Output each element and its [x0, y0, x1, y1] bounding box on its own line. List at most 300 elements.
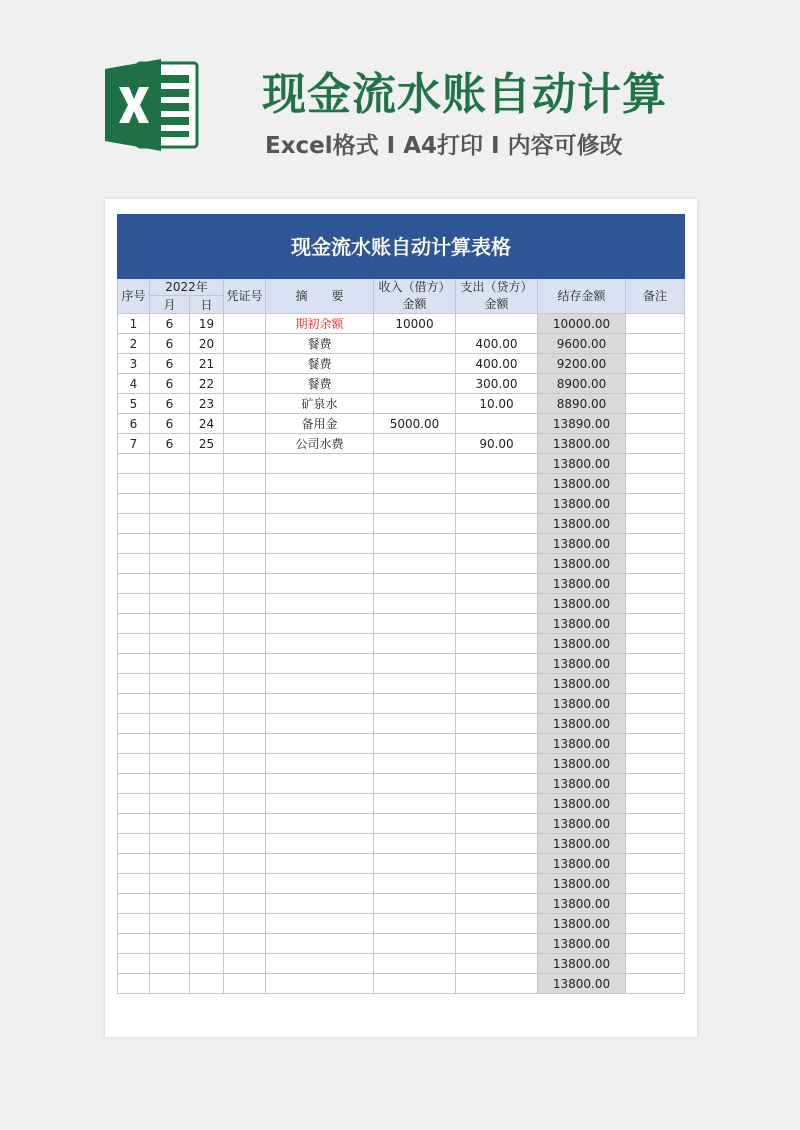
cell-day[interactable] [190, 454, 224, 474]
cell-summary[interactable] [266, 574, 374, 594]
cell-remark[interactable] [626, 894, 685, 914]
cell-seq[interactable] [118, 674, 150, 694]
cell-balance[interactable]: 13800.00 [538, 694, 626, 714]
cell-expense[interactable] [456, 614, 538, 634]
cell-summary[interactable] [266, 614, 374, 634]
cell-remark[interactable] [626, 334, 685, 354]
cell-balance[interactable]: 13800.00 [538, 454, 626, 474]
cell-month[interactable] [150, 854, 190, 874]
cell-summary[interactable]: 餐费 [266, 374, 374, 394]
cell-voucher[interactable] [224, 354, 266, 374]
cell-voucher[interactable] [224, 594, 266, 614]
cell-seq[interactable] [118, 694, 150, 714]
cell-voucher[interactable] [224, 334, 266, 354]
cell-seq[interactable]: 5 [118, 394, 150, 414]
cell-remark[interactable] [626, 814, 685, 834]
cell-day[interactable] [190, 894, 224, 914]
cell-balance[interactable]: 13800.00 [538, 714, 626, 734]
cell-expense[interactable] [456, 454, 538, 474]
cell-balance[interactable]: 8900.00 [538, 374, 626, 394]
cell-day[interactable]: 22 [190, 374, 224, 394]
cell-day[interactable] [190, 834, 224, 854]
cell-remark[interactable] [626, 534, 685, 554]
cell-seq[interactable]: 7 [118, 434, 150, 454]
cell-day[interactable] [190, 814, 224, 834]
cell-expense[interactable] [456, 874, 538, 894]
cell-seq[interactable] [118, 534, 150, 554]
cell-expense[interactable] [456, 414, 538, 434]
cell-voucher[interactable] [224, 834, 266, 854]
cell-income[interactable] [374, 734, 456, 754]
cell-income[interactable] [374, 974, 456, 994]
cell-seq[interactable] [118, 854, 150, 874]
cell-voucher[interactable] [224, 394, 266, 414]
cell-expense[interactable]: 90.00 [456, 434, 538, 454]
cell-income[interactable] [374, 914, 456, 934]
cell-balance[interactable]: 13800.00 [538, 934, 626, 954]
cell-expense[interactable] [456, 494, 538, 514]
cell-month[interactable]: 6 [150, 414, 190, 434]
cell-summary[interactable] [266, 694, 374, 714]
cell-balance[interactable]: 13800.00 [538, 814, 626, 834]
cell-expense[interactable] [456, 314, 538, 334]
cell-income[interactable] [374, 494, 456, 514]
cell-voucher[interactable] [224, 714, 266, 734]
cell-remark[interactable] [626, 634, 685, 654]
cell-day[interactable]: 21 [190, 354, 224, 374]
cell-balance[interactable]: 13800.00 [538, 874, 626, 894]
cell-month[interactable] [150, 654, 190, 674]
cell-voucher[interactable] [224, 374, 266, 394]
cell-month[interactable] [150, 874, 190, 894]
cell-expense[interactable]: 300.00 [456, 374, 538, 394]
cell-remark[interactable] [626, 474, 685, 494]
cell-month[interactable] [150, 454, 190, 474]
cell-income[interactable] [374, 534, 456, 554]
cell-income[interactable] [374, 514, 456, 534]
cell-summary[interactable] [266, 814, 374, 834]
cell-voucher[interactable] [224, 654, 266, 674]
cell-expense[interactable] [456, 814, 538, 834]
cell-remark[interactable] [626, 674, 685, 694]
cell-remark[interactable] [626, 754, 685, 774]
cell-expense[interactable] [456, 634, 538, 654]
cell-voucher[interactable] [224, 774, 266, 794]
cell-voucher[interactable] [224, 914, 266, 934]
cell-remark[interactable] [626, 954, 685, 974]
cell-day[interactable] [190, 634, 224, 654]
cell-day[interactable] [190, 474, 224, 494]
cell-summary[interactable] [266, 754, 374, 774]
cell-expense[interactable]: 400.00 [456, 354, 538, 374]
cell-month[interactable] [150, 914, 190, 934]
cell-summary[interactable] [266, 954, 374, 974]
cell-voucher[interactable] [224, 974, 266, 994]
cell-summary[interactable] [266, 634, 374, 654]
cell-voucher[interactable] [224, 794, 266, 814]
cell-remark[interactable] [626, 374, 685, 394]
cell-remark[interactable] [626, 694, 685, 714]
cell-expense[interactable] [456, 774, 538, 794]
cell-day[interactable] [190, 734, 224, 754]
cell-balance[interactable]: 13800.00 [538, 954, 626, 974]
cell-voucher[interactable] [224, 494, 266, 514]
cell-summary[interactable] [266, 894, 374, 914]
cell-balance[interactable]: 13800.00 [538, 554, 626, 574]
cell-income[interactable] [374, 894, 456, 914]
cell-month[interactable] [150, 734, 190, 754]
cell-expense[interactable] [456, 754, 538, 774]
cell-income[interactable] [374, 394, 456, 414]
cell-remark[interactable] [626, 554, 685, 574]
cell-income[interactable]: 5000.00 [374, 414, 456, 434]
cell-month[interactable] [150, 474, 190, 494]
cell-balance[interactable]: 13800.00 [538, 674, 626, 694]
cell-balance[interactable]: 9600.00 [538, 334, 626, 354]
cell-summary[interactable] [266, 734, 374, 754]
cell-remark[interactable] [626, 834, 685, 854]
cell-balance[interactable]: 13800.00 [538, 854, 626, 874]
cell-seq[interactable]: 6 [118, 414, 150, 434]
cell-income[interactable] [374, 814, 456, 834]
cell-remark[interactable] [626, 314, 685, 334]
cell-month[interactable]: 6 [150, 434, 190, 454]
cell-income[interactable] [374, 674, 456, 694]
cell-seq[interactable] [118, 714, 150, 734]
cell-income[interactable] [374, 594, 456, 614]
cell-income[interactable] [374, 614, 456, 634]
cell-summary[interactable] [266, 834, 374, 854]
cell-income[interactable] [374, 794, 456, 814]
cell-day[interactable] [190, 974, 224, 994]
cell-income[interactable] [374, 634, 456, 654]
cell-seq[interactable] [118, 574, 150, 594]
cell-expense[interactable] [456, 674, 538, 694]
cell-seq[interactable]: 1 [118, 314, 150, 334]
cell-expense[interactable] [456, 694, 538, 714]
cell-seq[interactable] [118, 554, 150, 574]
cell-month[interactable] [150, 814, 190, 834]
cell-seq[interactable] [118, 874, 150, 894]
cell-seq[interactable] [118, 774, 150, 794]
cell-balance[interactable]: 13800.00 [538, 834, 626, 854]
cell-seq[interactable] [118, 834, 150, 854]
cell-month[interactable]: 6 [150, 314, 190, 334]
cell-remark[interactable] [626, 874, 685, 894]
cell-remark[interactable] [626, 914, 685, 934]
cell-seq[interactable] [118, 614, 150, 634]
cell-summary[interactable] [266, 674, 374, 694]
cell-expense[interactable] [456, 534, 538, 554]
cell-expense[interactable] [456, 974, 538, 994]
cell-balance[interactable]: 13800.00 [538, 774, 626, 794]
cell-day[interactable] [190, 934, 224, 954]
cell-seq[interactable]: 4 [118, 374, 150, 394]
cell-month[interactable] [150, 674, 190, 694]
cell-remark[interactable] [626, 774, 685, 794]
cell-month[interactable]: 6 [150, 354, 190, 374]
cell-remark[interactable] [626, 594, 685, 614]
cell-summary[interactable] [266, 714, 374, 734]
cell-day[interactable] [190, 954, 224, 974]
cell-day[interactable] [190, 614, 224, 634]
cell-voucher[interactable] [224, 854, 266, 874]
cell-voucher[interactable] [224, 874, 266, 894]
cell-month[interactable]: 6 [150, 334, 190, 354]
cell-balance[interactable]: 13890.00 [538, 414, 626, 434]
cell-month[interactable] [150, 554, 190, 574]
cell-summary[interactable]: 餐费 [266, 354, 374, 374]
cell-income[interactable] [374, 934, 456, 954]
cell-seq[interactable]: 3 [118, 354, 150, 374]
cell-balance[interactable]: 13800.00 [538, 434, 626, 454]
cell-expense[interactable] [456, 574, 538, 594]
cell-voucher[interactable] [224, 434, 266, 454]
cell-seq[interactable] [118, 514, 150, 534]
cell-balance[interactable]: 8890.00 [538, 394, 626, 414]
cell-voucher[interactable] [224, 574, 266, 594]
cell-day[interactable] [190, 674, 224, 694]
cell-balance[interactable]: 13800.00 [538, 894, 626, 914]
cell-voucher[interactable] [224, 534, 266, 554]
cell-seq[interactable] [118, 974, 150, 994]
cell-balance[interactable]: 13800.00 [538, 534, 626, 554]
cell-month[interactable] [150, 494, 190, 514]
cell-summary[interactable]: 餐费 [266, 334, 374, 354]
cell-month[interactable] [150, 954, 190, 974]
cell-income[interactable] [374, 354, 456, 374]
cell-income[interactable] [374, 554, 456, 574]
cell-balance[interactable]: 13800.00 [538, 734, 626, 754]
cell-day[interactable] [190, 854, 224, 874]
cell-summary[interactable] [266, 774, 374, 794]
cell-month[interactable] [150, 894, 190, 914]
cell-remark[interactable] [626, 974, 685, 994]
cell-income[interactable] [374, 694, 456, 714]
cell-expense[interactable] [456, 554, 538, 574]
cell-balance[interactable]: 13800.00 [538, 794, 626, 814]
cell-remark[interactable] [626, 414, 685, 434]
cell-income[interactable]: 10000 [374, 314, 456, 334]
cell-summary[interactable] [266, 854, 374, 874]
cell-voucher[interactable] [224, 934, 266, 954]
cell-voucher[interactable] [224, 614, 266, 634]
cell-expense[interactable] [456, 514, 538, 534]
cell-summary[interactable] [266, 454, 374, 474]
cell-seq[interactable] [118, 654, 150, 674]
cell-summary[interactable] [266, 794, 374, 814]
cell-voucher[interactable] [224, 754, 266, 774]
cell-balance[interactable]: 13800.00 [538, 574, 626, 594]
cell-month[interactable] [150, 694, 190, 714]
cell-day[interactable] [190, 694, 224, 714]
cell-day[interactable] [190, 714, 224, 734]
cell-voucher[interactable] [224, 894, 266, 914]
cell-voucher[interactable] [224, 674, 266, 694]
cell-remark[interactable] [626, 654, 685, 674]
cell-summary[interactable] [266, 594, 374, 614]
cell-month[interactable] [150, 974, 190, 994]
cell-summary[interactable] [266, 934, 374, 954]
cell-summary[interactable]: 公司水费 [266, 434, 374, 454]
cell-day[interactable]: 23 [190, 394, 224, 414]
cell-day[interactable]: 24 [190, 414, 224, 434]
cell-expense[interactable] [456, 834, 538, 854]
cell-income[interactable] [374, 754, 456, 774]
cell-day[interactable] [190, 654, 224, 674]
cell-seq[interactable] [118, 894, 150, 914]
cell-expense[interactable]: 10.00 [456, 394, 538, 414]
cell-balance[interactable]: 13800.00 [538, 474, 626, 494]
cell-month[interactable]: 6 [150, 374, 190, 394]
cell-remark[interactable] [626, 434, 685, 454]
cell-expense[interactable] [456, 654, 538, 674]
cell-month[interactable] [150, 834, 190, 854]
cell-seq[interactable] [118, 454, 150, 474]
cell-voucher[interactable] [224, 734, 266, 754]
cell-balance[interactable]: 13800.00 [538, 974, 626, 994]
cell-expense[interactable] [456, 474, 538, 494]
cell-day[interactable] [190, 914, 224, 934]
cell-balance[interactable]: 13800.00 [538, 494, 626, 514]
cell-expense[interactable] [456, 714, 538, 734]
cell-day[interactable]: 19 [190, 314, 224, 334]
cell-expense[interactable] [456, 934, 538, 954]
cell-income[interactable] [374, 454, 456, 474]
cell-income[interactable] [374, 954, 456, 974]
cell-summary[interactable]: 期初余额 [266, 314, 374, 334]
cell-day[interactable] [190, 754, 224, 774]
cell-seq[interactable] [118, 794, 150, 814]
cell-voucher[interactable] [224, 814, 266, 834]
cell-summary[interactable] [266, 974, 374, 994]
cell-seq[interactable] [118, 734, 150, 754]
cell-day[interactable] [190, 574, 224, 594]
cell-day[interactable]: 25 [190, 434, 224, 454]
cell-remark[interactable] [626, 454, 685, 474]
cell-seq[interactable]: 2 [118, 334, 150, 354]
cell-remark[interactable] [626, 494, 685, 514]
cell-summary[interactable] [266, 494, 374, 514]
cell-summary[interactable] [266, 874, 374, 894]
cell-balance[interactable]: 13800.00 [538, 514, 626, 534]
cell-balance[interactable]: 13800.00 [538, 594, 626, 614]
cell-expense[interactable] [456, 894, 538, 914]
cell-income[interactable] [374, 654, 456, 674]
cell-expense[interactable] [456, 594, 538, 614]
cell-income[interactable] [374, 874, 456, 894]
cell-remark[interactable] [626, 574, 685, 594]
cell-remark[interactable] [626, 394, 685, 414]
cell-remark[interactable] [626, 794, 685, 814]
cell-income[interactable] [374, 334, 456, 354]
cell-balance[interactable]: 13800.00 [538, 634, 626, 654]
cell-day[interactable] [190, 774, 224, 794]
cell-summary[interactable]: 矿泉水 [266, 394, 374, 414]
cell-day[interactable]: 20 [190, 334, 224, 354]
cell-expense[interactable] [456, 854, 538, 874]
cell-month[interactable] [150, 534, 190, 554]
cell-balance[interactable]: 13800.00 [538, 614, 626, 634]
cell-income[interactable] [374, 834, 456, 854]
cell-seq[interactable] [118, 494, 150, 514]
cell-voucher[interactable] [224, 314, 266, 334]
cell-month[interactable] [150, 794, 190, 814]
cell-voucher[interactable] [224, 694, 266, 714]
cell-summary[interactable]: 备用金 [266, 414, 374, 434]
cell-remark[interactable] [626, 714, 685, 734]
cell-month[interactable] [150, 934, 190, 954]
cell-seq[interactable] [118, 474, 150, 494]
cell-day[interactable] [190, 534, 224, 554]
cell-month[interactable] [150, 574, 190, 594]
cell-month[interactable] [150, 774, 190, 794]
cell-day[interactable] [190, 594, 224, 614]
cell-income[interactable] [374, 854, 456, 874]
cell-balance[interactable]: 9200.00 [538, 354, 626, 374]
cell-income[interactable] [374, 374, 456, 394]
cell-seq[interactable] [118, 934, 150, 954]
cell-expense[interactable] [456, 914, 538, 934]
cell-expense[interactable] [456, 954, 538, 974]
cell-day[interactable] [190, 514, 224, 534]
cell-month[interactable] [150, 634, 190, 654]
cell-income[interactable] [374, 774, 456, 794]
cell-voucher[interactable] [224, 414, 266, 434]
cell-summary[interactable] [266, 534, 374, 554]
cell-month[interactable] [150, 614, 190, 634]
cell-month[interactable] [150, 514, 190, 534]
cell-income[interactable] [374, 574, 456, 594]
cell-voucher[interactable] [224, 554, 266, 574]
cell-seq[interactable] [118, 814, 150, 834]
cell-remark[interactable] [626, 734, 685, 754]
cell-remark[interactable] [626, 614, 685, 634]
cell-day[interactable] [190, 494, 224, 514]
cell-balance[interactable]: 13800.00 [538, 914, 626, 934]
cell-voucher[interactable] [224, 474, 266, 494]
cell-seq[interactable] [118, 754, 150, 774]
cell-voucher[interactable] [224, 954, 266, 974]
cell-day[interactable] [190, 554, 224, 574]
cell-remark[interactable] [626, 854, 685, 874]
cell-voucher[interactable] [224, 514, 266, 534]
cell-seq[interactable] [118, 594, 150, 614]
cell-expense[interactable] [456, 794, 538, 814]
cell-balance[interactable]: 13800.00 [538, 654, 626, 674]
cell-summary[interactable] [266, 654, 374, 674]
cell-income[interactable] [374, 714, 456, 734]
cell-summary[interactable] [266, 914, 374, 934]
cell-month[interactable] [150, 714, 190, 734]
cell-day[interactable] [190, 874, 224, 894]
cell-month[interactable] [150, 594, 190, 614]
cell-balance[interactable]: 13800.00 [538, 754, 626, 774]
cell-income[interactable] [374, 474, 456, 494]
cell-month[interactable] [150, 754, 190, 774]
cell-month[interactable]: 6 [150, 394, 190, 414]
cell-remark[interactable] [626, 354, 685, 374]
cell-remark[interactable] [626, 514, 685, 534]
cell-income[interactable] [374, 434, 456, 454]
cell-seq[interactable] [118, 634, 150, 654]
cell-summary[interactable] [266, 514, 374, 534]
cell-balance[interactable]: 10000.00 [538, 314, 626, 334]
cell-summary[interactable] [266, 554, 374, 574]
cell-summary[interactable] [266, 474, 374, 494]
cell-day[interactable] [190, 794, 224, 814]
cell-seq[interactable] [118, 954, 150, 974]
